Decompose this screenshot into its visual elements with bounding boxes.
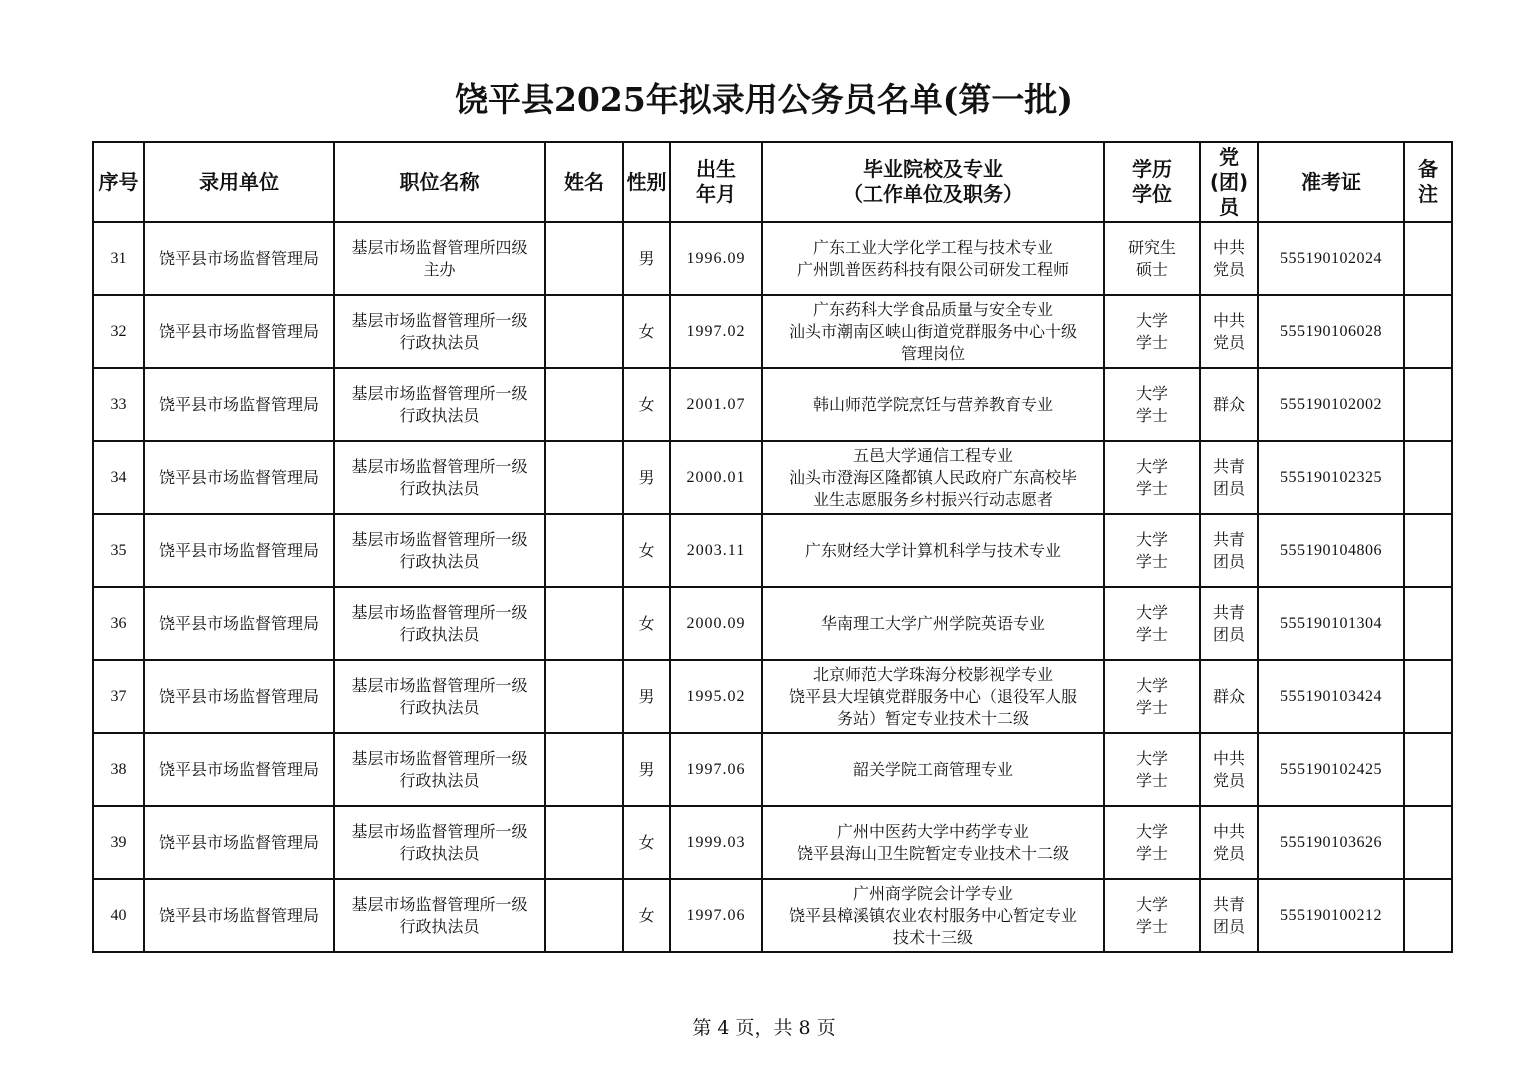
- cell-party-line: 共青: [1212, 894, 1245, 914]
- cell-degree-line: 大学: [1135, 602, 1168, 622]
- cell-birth: 1997.02: [670, 295, 762, 368]
- cell-name: [545, 441, 623, 514]
- cell-gender: 女: [623, 368, 670, 441]
- header-degree-line: 学历: [1132, 157, 1172, 181]
- cell-degree: [1104, 660, 1200, 733]
- cell-party-line: 共青: [1212, 456, 1245, 476]
- cell-school: [762, 295, 1104, 368]
- cell-degree-line: 大学: [1135, 675, 1168, 695]
- table-row: [93, 368, 1452, 441]
- header-position: 职位名称: [334, 142, 545, 222]
- cell-degree: [1104, 733, 1200, 806]
- cell-school-line: 广州中医药大学中药学专业: [836, 821, 1029, 841]
- cell-school-line: 广州商学院会计学专业: [852, 883, 1013, 903]
- cell-position: [334, 368, 545, 441]
- roster-table: [92, 141, 1453, 953]
- cell-party: [1200, 587, 1258, 660]
- header-birth-line: 年月: [696, 182, 736, 206]
- cell-name: [545, 368, 623, 441]
- cell-birth: 1996.09: [670, 222, 762, 295]
- cell-name: [545, 733, 623, 806]
- cell-school: [762, 660, 1104, 733]
- cell-position: [334, 441, 545, 514]
- cell-ticket: 555190102325: [1258, 441, 1404, 514]
- cell-position: [334, 806, 545, 879]
- page-footer: 第 4 页，共 8 页: [692, 1017, 836, 1039]
- cell-unit: 饶平县市场监督管理局: [144, 295, 334, 368]
- cell-unit: 饶平县市场监督管理局: [144, 587, 334, 660]
- cell-school-line: 汕头市澄海区隆都镇人民政府广东高校毕: [788, 467, 1077, 487]
- cell-seq: 40: [93, 879, 144, 952]
- cell-party-line: 群众: [1212, 394, 1245, 414]
- cell-school-line: 华南理工大学广州学院英语专业: [820, 613, 1045, 633]
- cell-seq: 33: [93, 368, 144, 441]
- cell-position: [334, 514, 545, 587]
- cell-party-line: 中共: [1212, 237, 1245, 257]
- cell-party-line: 党员: [1212, 332, 1245, 352]
- cell-unit: 饶平县市场监督管理局: [144, 222, 334, 295]
- cell-degree: [1104, 514, 1200, 587]
- cell-position-line: 基层市场监督管理所一级: [351, 748, 528, 768]
- table-row: [93, 660, 1452, 733]
- cell-school-line: 广东药科大学食品质量与安全专业: [812, 299, 1053, 319]
- cell-party: [1200, 806, 1258, 879]
- cell-school-line: 饶平县大埕镇党群服务中心（退役军人服: [788, 686, 1077, 706]
- header-unit: 录用单位: [144, 142, 334, 222]
- cell-school-line: 北京师范大学珠海分校影视学专业: [812, 664, 1053, 684]
- cell-position: [334, 660, 545, 733]
- cell-position: [334, 295, 545, 368]
- cell-ticket: 555190100212: [1258, 879, 1404, 952]
- cell-ticket: 555190102425: [1258, 733, 1404, 806]
- cell-position-line: 基层市场监督管理所一级: [351, 383, 528, 403]
- cell-ticket: 555190103626: [1258, 806, 1404, 879]
- header-remark-line: 注: [1418, 182, 1438, 206]
- table-row: [93, 879, 1452, 952]
- cell-degree-line: 硕士: [1135, 259, 1168, 279]
- cell-gender: 女: [623, 514, 670, 587]
- cell-party-line: 团员: [1212, 551, 1245, 571]
- header-party-line: 员: [1219, 194, 1239, 219]
- cell-party-line: 党员: [1212, 770, 1245, 790]
- cell-position-line: 行政执法员: [399, 478, 480, 498]
- cell-party-line: 党员: [1212, 259, 1245, 279]
- header-party-line: (团): [1209, 169, 1249, 194]
- cell-degree-line: 学士: [1135, 332, 1168, 352]
- cell-degree-line: 大学: [1135, 529, 1168, 549]
- cell-position-line: 基层市场监督管理所一级: [351, 310, 528, 330]
- cell-position-line: 基层市场监督管理所一级: [351, 675, 528, 695]
- cell-gender: 女: [623, 879, 670, 952]
- cell-degree-line: 学士: [1135, 551, 1168, 571]
- header-seq: 序号: [93, 142, 144, 222]
- header-birth-line: 出生: [696, 157, 736, 181]
- cell-unit: 饶平县市场监督管理局: [144, 806, 334, 879]
- cell-birth: 1997.06: [670, 733, 762, 806]
- cell-seq: 36: [93, 587, 144, 660]
- cell-position-line: 基层市场监督管理所一级: [351, 456, 528, 476]
- cell-remark: [1404, 806, 1452, 879]
- cell-degree-line: 研究生: [1127, 237, 1176, 257]
- cell-gender: 女: [623, 806, 670, 879]
- cell-position-line: 主办: [423, 259, 456, 279]
- cell-name: [545, 222, 623, 295]
- cell-school-line: 广州凯普医药科技有限公司研发工程师: [796, 259, 1069, 279]
- cell-seq: 38: [93, 733, 144, 806]
- cell-name: [545, 660, 623, 733]
- cell-remark: [1404, 879, 1452, 952]
- cell-position: [334, 222, 545, 295]
- cell-unit: 饶平县市场监督管理局: [144, 368, 334, 441]
- cell-party-line: 中共: [1212, 310, 1245, 330]
- cell-position-line: 行政执法员: [399, 843, 480, 863]
- cell-school-line: 业生志愿服务乡村振兴行动志愿者: [812, 489, 1053, 509]
- cell-remark: [1404, 441, 1452, 514]
- cell-degree-line: 学士: [1135, 770, 1168, 790]
- cell-school: [762, 441, 1104, 514]
- cell-birth: 2001.07: [670, 368, 762, 441]
- cell-gender: 男: [623, 733, 670, 806]
- cell-degree-line: 大学: [1135, 456, 1168, 476]
- cell-birth: 1999.03: [670, 806, 762, 879]
- cell-name: [545, 514, 623, 587]
- cell-gender: 男: [623, 660, 670, 733]
- cell-ticket: 555190104806: [1258, 514, 1404, 587]
- cell-school-line: 务站）暂定专业技术十二级: [836, 708, 1029, 728]
- table-row: [93, 514, 1452, 587]
- cell-school: [762, 879, 1104, 952]
- cell-seq: 39: [93, 806, 144, 879]
- cell-degree-line: 大学: [1135, 821, 1168, 841]
- cell-position-line: 行政执法员: [399, 332, 480, 352]
- cell-party: [1200, 441, 1258, 514]
- cell-school-line: 技术十三级: [892, 927, 973, 947]
- cell-position-line: 行政执法员: [399, 697, 480, 717]
- cell-position-line: 行政执法员: [399, 624, 480, 644]
- cell-position-line: 基层市场监督管理所一级: [351, 602, 528, 622]
- page-title: 饶平县2025年拟录用公务员名单(第一批): [454, 80, 1074, 119]
- cell-ticket: 555190102002: [1258, 368, 1404, 441]
- table-row: [93, 295, 1452, 368]
- cell-party-line: 团员: [1212, 478, 1245, 498]
- cell-position: [334, 587, 545, 660]
- cell-degree: [1104, 441, 1200, 514]
- cell-birth: 2000.01: [670, 441, 762, 514]
- table-row: [93, 806, 1452, 879]
- cell-school-line: 饶平县海山卫生院暂定专业技术十二级: [796, 843, 1069, 863]
- cell-party-line: 党员: [1212, 843, 1245, 863]
- cell-degree-line: 学士: [1135, 916, 1168, 936]
- roster-body: [93, 222, 1452, 952]
- header-birth: [670, 142, 762, 222]
- cell-seq: 31: [93, 222, 144, 295]
- cell-school: [762, 587, 1104, 660]
- cell-position-line: 基层市场监督管理所四级: [351, 237, 528, 257]
- cell-birth: 1997.06: [670, 879, 762, 952]
- cell-party: [1200, 733, 1258, 806]
- header-gender: 性别: [623, 142, 670, 222]
- cell-degree: [1104, 295, 1200, 368]
- cell-degree-line: 学士: [1135, 405, 1168, 425]
- cell-party-line: 共青: [1212, 529, 1245, 549]
- table-row: [93, 587, 1452, 660]
- cell-party: [1200, 222, 1258, 295]
- cell-school-line: 管理岗位: [900, 343, 965, 363]
- cell-gender: 男: [623, 441, 670, 514]
- header-party-line: 党: [1219, 144, 1239, 169]
- cell-school-line: 广东财经大学计算机科学与技术专业: [804, 540, 1061, 560]
- cell-gender: 女: [623, 587, 670, 660]
- header-school-line: 毕业院校及专业: [863, 157, 1003, 181]
- cell-position-line: 基层市场监督管理所一级: [351, 529, 528, 549]
- cell-unit: 饶平县市场监督管理局: [144, 660, 334, 733]
- cell-school-line: 汕头市潮南区峡山街道党群服务中心十级: [788, 321, 1077, 341]
- cell-degree: [1104, 587, 1200, 660]
- cell-degree: [1104, 222, 1200, 295]
- cell-name: [545, 879, 623, 952]
- header-remark-line: 备: [1418, 157, 1438, 181]
- cell-school: [762, 733, 1104, 806]
- cell-position-line: 行政执法员: [399, 770, 480, 790]
- cell-degree-line: 学士: [1135, 697, 1168, 717]
- cell-party-line: 群众: [1212, 686, 1245, 706]
- cell-position: [334, 879, 545, 952]
- header-ticket: 准考证: [1258, 142, 1404, 222]
- cell-school-line: 五邑大学通信工程专业: [852, 445, 1013, 465]
- table-row: [93, 733, 1452, 806]
- cell-party: [1200, 368, 1258, 441]
- cell-degree: [1104, 879, 1200, 952]
- cell-degree-line: 学士: [1135, 478, 1168, 498]
- cell-party-line: 共青: [1212, 602, 1245, 622]
- cell-school-line: 饶平县樟溪镇农业农村服务中心暂定专业: [788, 905, 1077, 925]
- cell-remark: [1404, 587, 1452, 660]
- cell-position-line: 基层市场监督管理所一级: [351, 894, 528, 914]
- cell-school: [762, 514, 1104, 587]
- cell-remark: [1404, 368, 1452, 441]
- cell-name: [545, 587, 623, 660]
- header-degree: [1104, 142, 1200, 222]
- cell-position-line: 行政执法员: [399, 405, 480, 425]
- cell-degree-line: 大学: [1135, 894, 1168, 914]
- cell-party-line: 中共: [1212, 748, 1245, 768]
- cell-name: [545, 806, 623, 879]
- cell-school-line: 韩山师范学院烹饪与营养教育专业: [812, 394, 1053, 414]
- cell-school-line: 韶关学院工商管理专业: [852, 759, 1013, 779]
- header-row: [93, 142, 1452, 222]
- cell-remark: [1404, 733, 1452, 806]
- header-party: [1200, 142, 1258, 222]
- cell-seq: 32: [93, 295, 144, 368]
- cell-remark: [1404, 295, 1452, 368]
- cell-degree-line: 大学: [1135, 310, 1168, 330]
- cell-remark: [1404, 514, 1452, 587]
- cell-gender: 男: [623, 222, 670, 295]
- cell-birth: 2000.09: [670, 587, 762, 660]
- cell-remark: [1404, 222, 1452, 295]
- cell-school: [762, 806, 1104, 879]
- cell-position-line: 行政执法员: [399, 916, 480, 936]
- header-school-line: （工作单位及职务）: [843, 182, 1023, 206]
- cell-seq: 37: [93, 660, 144, 733]
- cell-degree: [1104, 368, 1200, 441]
- cell-party-line: 团员: [1212, 916, 1245, 936]
- cell-unit: 饶平县市场监督管理局: [144, 514, 334, 587]
- cell-school: [762, 368, 1104, 441]
- header-school: [762, 142, 1104, 222]
- cell-ticket: 555190103424: [1258, 660, 1404, 733]
- cell-name: [545, 295, 623, 368]
- cell-party: [1200, 879, 1258, 952]
- header-remark: [1404, 142, 1452, 222]
- cell-party-line: 中共: [1212, 821, 1245, 841]
- cell-party: [1200, 295, 1258, 368]
- cell-degree-line: 大学: [1135, 383, 1168, 403]
- cell-position-line: 行政执法员: [399, 551, 480, 571]
- cell-seq: 35: [93, 514, 144, 587]
- cell-unit: 饶平县市场监督管理局: [144, 879, 334, 952]
- header-degree-line: 学位: [1132, 182, 1172, 206]
- cell-school: [762, 222, 1104, 295]
- cell-position-line: 基层市场监督管理所一级: [351, 821, 528, 841]
- cell-seq: 34: [93, 441, 144, 514]
- cell-gender: 女: [623, 295, 670, 368]
- cell-unit: 饶平县市场监督管理局: [144, 733, 334, 806]
- cell-party: [1200, 660, 1258, 733]
- cell-remark: [1404, 660, 1452, 733]
- cell-ticket: 555190101304: [1258, 587, 1404, 660]
- header-name: 姓名: [545, 142, 623, 222]
- cell-ticket: 555190106028: [1258, 295, 1404, 368]
- table-row: [93, 222, 1452, 295]
- cell-position: [334, 733, 545, 806]
- table-row: [93, 441, 1452, 514]
- cell-party-line: 团员: [1212, 624, 1245, 644]
- cell-unit: 饶平县市场监督管理局: [144, 441, 334, 514]
- cell-birth: 1995.02: [670, 660, 762, 733]
- cell-degree-line: 学士: [1135, 624, 1168, 644]
- cell-school-line: 广东工业大学化学工程与技术专业: [812, 237, 1053, 257]
- cell-birth: 2003.11: [670, 514, 762, 587]
- cell-party: [1200, 514, 1258, 587]
- cell-degree-line: 大学: [1135, 748, 1168, 768]
- cell-degree: [1104, 806, 1200, 879]
- cell-degree-line: 学士: [1135, 843, 1168, 863]
- cell-ticket: 555190102024: [1258, 222, 1404, 295]
